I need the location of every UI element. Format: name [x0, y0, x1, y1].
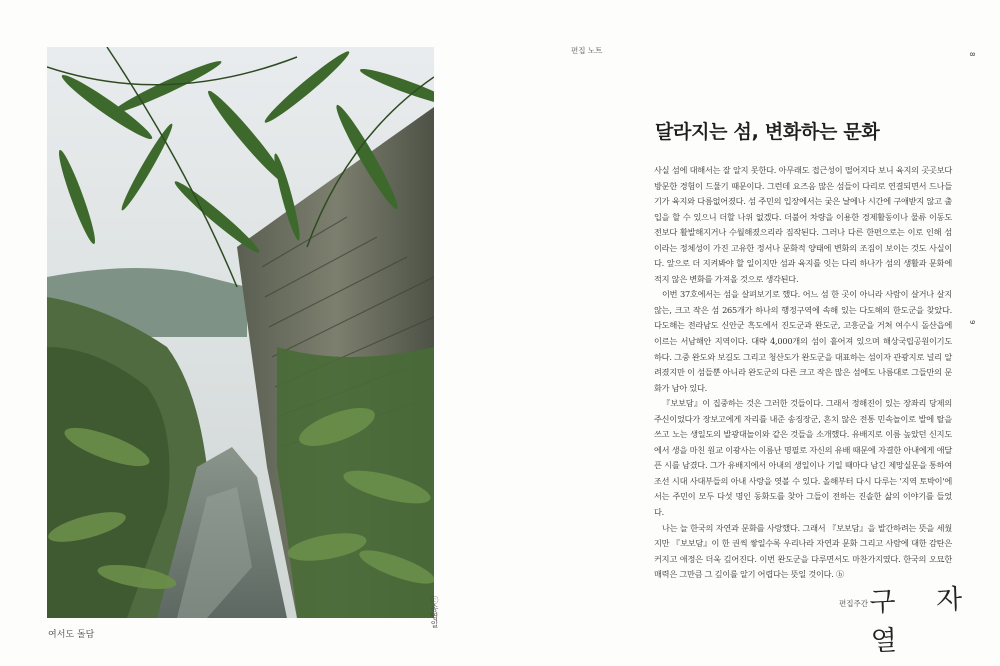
article-paragraph: 나는 늘 한국의 자연과 문화를 사랑했다. 그래서 『보보담』을 발간하려는 뜻을 세웠지만 『보보담』이 한 권씩 쌓일수록 우리나라 자연과 문화 그리고 사람에 대한 감탄은 커지고 애정은 더욱 깊어진다. 이번 완도군을 다루면서도 마찬가지였다. 한국의 오묘한 매력은 그만큼 그 깊이를 알기 어렵다는 뜻일 것이다. ⓑ	[654, 522, 952, 580]
handwritten-signature: 구 자 열	[868, 583, 979, 658]
article-body	[654, 163, 952, 583]
article-paragraph: 이번 37호에서는 섬을 살펴보기로 했다. 어느 섬 한 곳이 아니라 사람이 살거나 살지 않는, 크고 작은 섬 265개가 하나의 행정구역에 속해 있는 다도해의 한도군을 찾았다. 다도해는 전라남도 신안군 흑도에서 진도군과 완도군, 고흥군을 거쳐 여수시 돌산읍에 이르는 서남해안 지역이다. 대략 4,000개의 섬이 흩어져 있으며 해상국립공원이기도 하다. 그중 완도와 보길도 그리고 청산도가 완도군을 대표하는 섬이자 관광지로 널리 알려졌지만 이 섬들뿐 아니라 완도군의 다른 크고 작은 많은 섬에도 나름대로 그들만의 문화가 남아 있다.	[654, 289, 952, 393]
article-paragraph: 사실 섬에 대해서는 잘 알지 못한다. 아무래도 접근성이 떨어지다 보니 육지의 곳곳보다 방문한 경험이 드물기 때문이다. 그런데 요즈음 많은 섬들이 다리로 연결되면서 드나들기가 육지와 다름없어졌다. 섬 주민의 입장에서는 궂은 날에나 시간에 구애받지 않고 출입을 할 수 있으니 더할 나위 없겠다. 더불어 차량을 이용한 경제활동이나 물류 이동도 전보다 활발해지거나 수월해졌으리라 짐작된다. 그러나 다른 한편으로는 이로 인해 섬이라는 정체성이 가진 고유한 정서나 문화적 양태에 변화의 조짐이 보이는 것도 사실이다. 앞으로 더 지켜봐야 할 일이지만 섬과 육지를 잇는 다리 하나가 섬의 생활과 문화에 적지 않은 변화를 가져올 것으로 생각된다.	[654, 165, 952, 284]
photo-credit: ⓒ송영일	[430, 596, 439, 628]
photo-caption: 여서도 돌담	[48, 630, 95, 640]
signature-label: 편집주간	[839, 599, 868, 608]
stone-wall-path-photo	[47, 47, 434, 618]
photo-illustration	[47, 47, 434, 618]
page-number: 8	[968, 52, 976, 57]
section-label: 편집 노트	[571, 46, 603, 55]
article-title: 달라지는 섬, 변화하는 문화	[655, 121, 880, 143]
page-number: 9	[968, 320, 976, 325]
article-paragraph: 『보보담』이 집중하는 것은 그러한 것들이다. 그래서 정해진이 있는 장좌리 당제의 주신이었다가 장보고에게 자리를 내준 송징장군, 흔치 않은 전통 민속놀이로 발에 탈을 쓰고 노는 생일도의 발광대놀이와 같은 것들을 소개했다. 유배지로 이름 높았던 신지도에서 생을 마친 원교 이광사는 이름난 명필로 자신의 유배 때문에 자결한 아내에게 애달픈 시를 남겼다. 그가 유배지에서 아내의 생일이나 기일 때마다 남긴 제망실문을 통하여 조선 시대 사대부들의 아내 사랑을 엿볼 수 있다. 올해부터 다시 다루는 '지역 토박이'에서는 주민이 모두 다섯 명인 동화도를 찾아 그들이 전하는 진솔한 삶의 이야기를 들었다.	[654, 398, 952, 518]
